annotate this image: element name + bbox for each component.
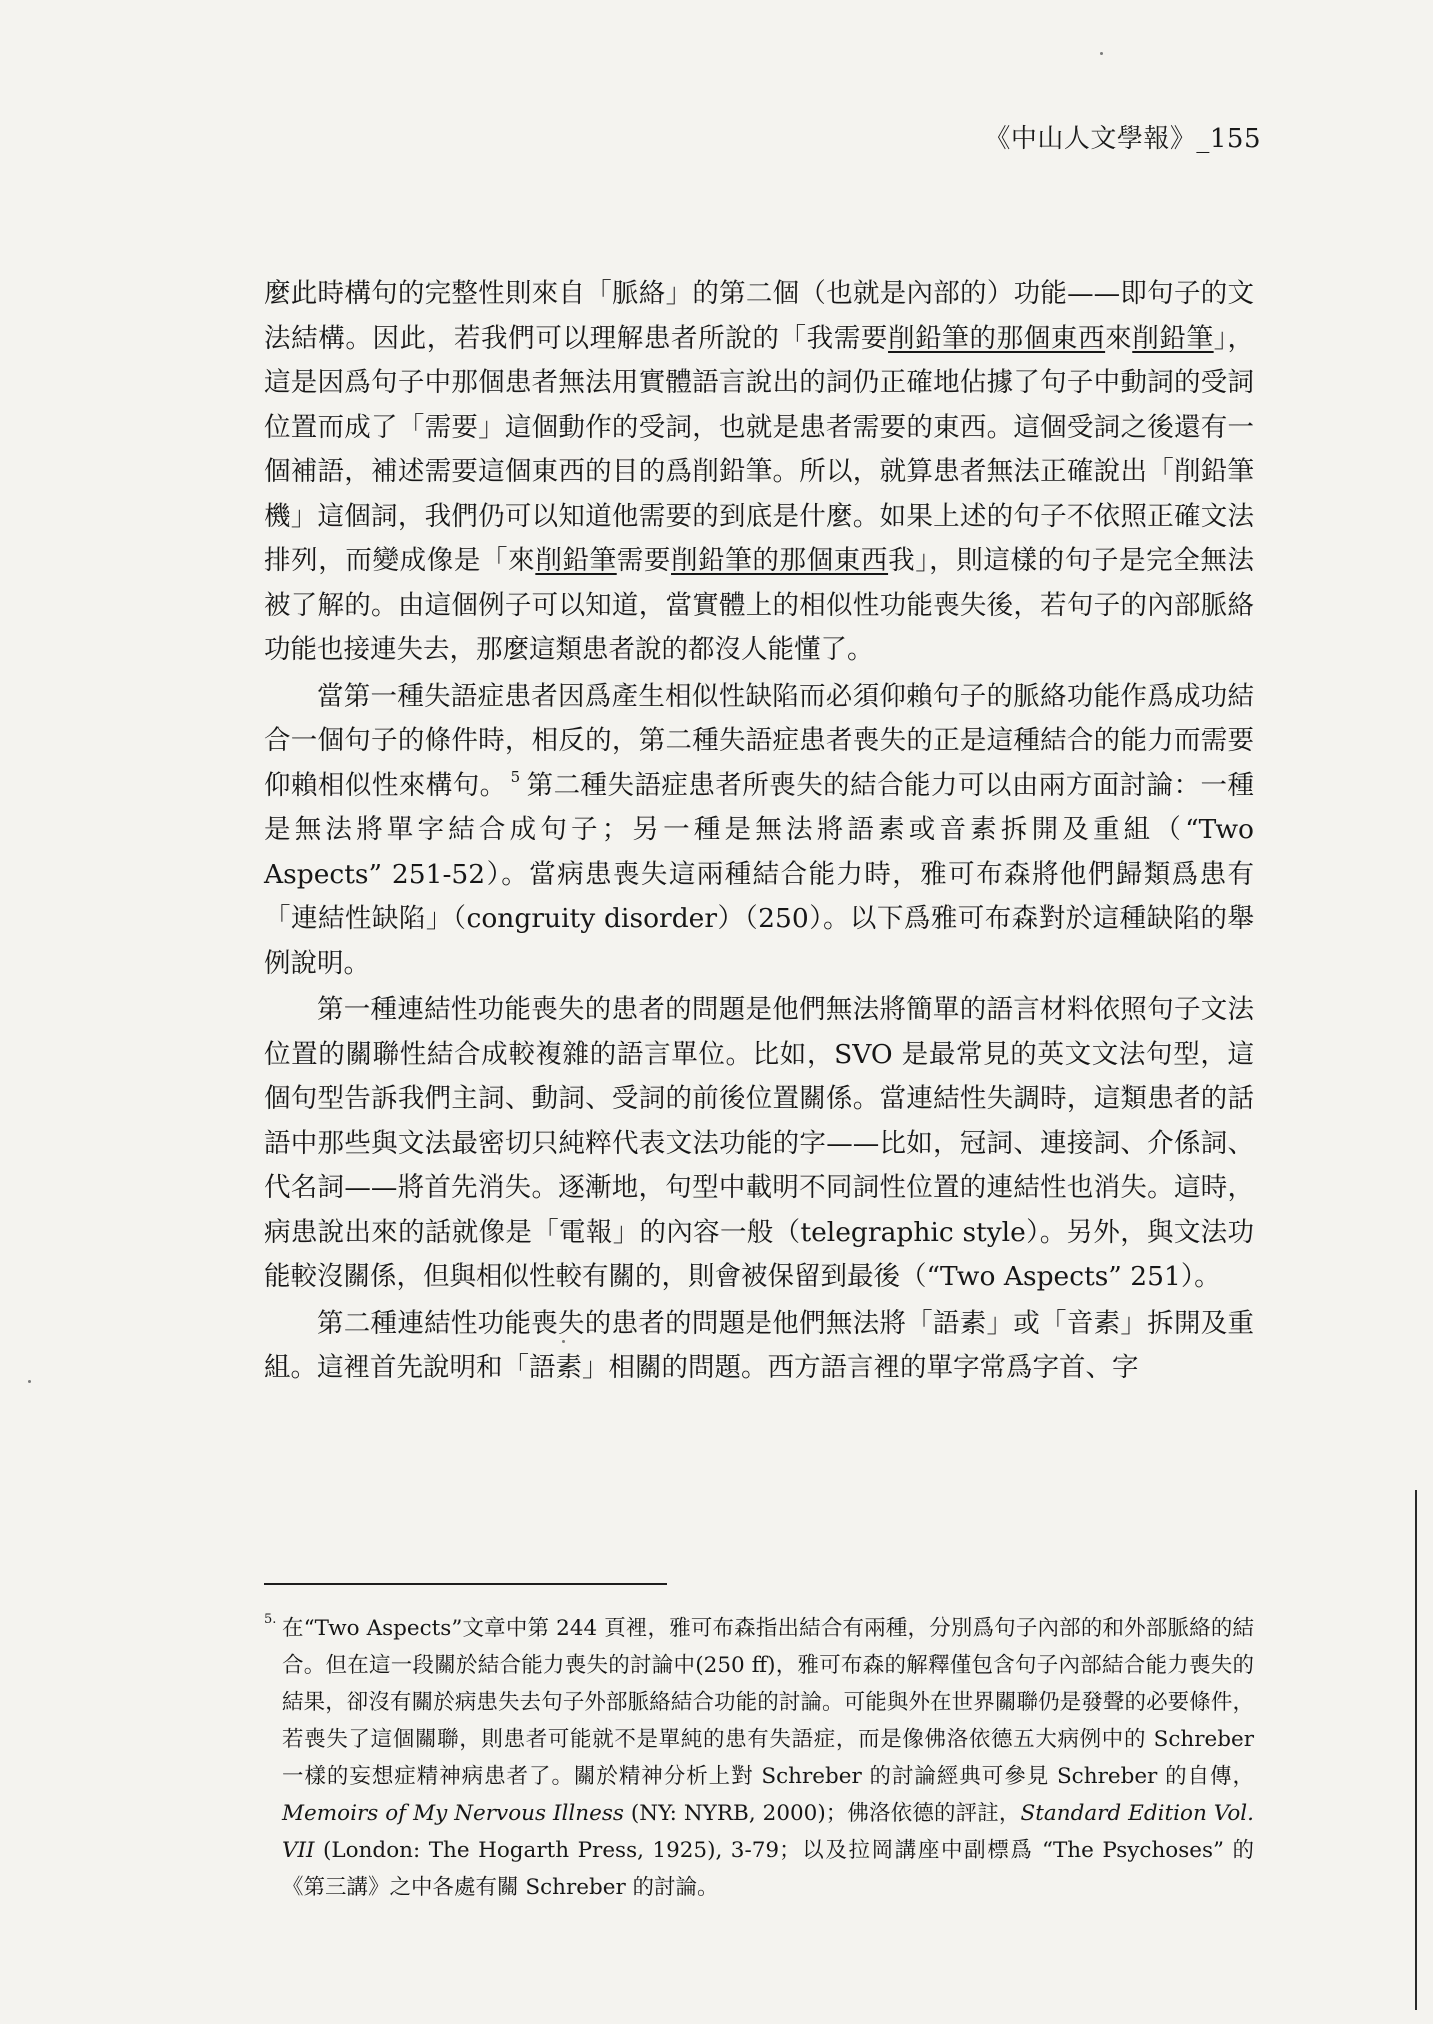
text-run: 當第一種失語症患者因爲產生相似性缺陷而必須仰賴句子的脈絡功能作爲成功結合一個句子的條件時，相反的，第二種失語症患者喪失的正是這種結合的能力而需要仰賴相似性來構句。 — [264, 680, 1254, 801]
scan-speck — [28, 1380, 31, 1383]
text-run: 來 — [1105, 322, 1133, 354]
text-run: 需要 — [616, 545, 671, 576]
text-run: (London: The Hogarth Press, 1925), 3-79；以及拉岡講座中副標爲 “The Psychoses” 的《第三講》之中各處有關 Schreber 的討論。 — [282, 1838, 1254, 1900]
text-run: 我」，則這樣的句子是完全無法被了解的。由這個例子可以知道，當實體上的相似性功能喪失後，若句子的內部脈絡功能也接連失去，那麼這類患者說的都沒人能懂了。 — [264, 545, 1255, 665]
paragraph-2 — [264, 675, 1254, 987]
underlined-phrase: 削鉛筆 — [535, 545, 617, 576]
text-run: (NY: NYRB, 2000)；佛洛依德的評註， — [623, 1801, 1021, 1826]
text-run: 第二種失語症患者所喪失的結合能力可以由兩方面討論：一種是無法將單字結合成句子；另一種是無法將語素或音素拆開及重組（“Two Aspects” 251-52）。當病患喪失這兩種結合能力時，雅可布森將他們歸類爲患有「連結性缺陷」（congruity disorder）（250）。以下爲雅可布森對於這種缺陷的舉例說明。 — [264, 769, 1255, 979]
footnote-divider — [264, 1583, 667, 1585]
scan-speck — [1100, 52, 1103, 55]
text-run: 在“Two Aspects”文章中第 244 頁裡，雅可布森指出結合有兩種，分別爲句子內部的和外部脈絡的結合。但在這一段關於結合能力喪失的討論中(250 ff)，雅可布森的解釋僅包含句子內部結合能力喪失的結果，卻沒有關於病患失去句子外部脈絡結合功能的討論。可能與外在世界關聯仍是發聲的必要條件，若喪失了這個關聯，則患者可能就不是單純的患有失語症，而是像佛洛依德五大病例中的 Schreber 一樣的妄想症精神病患者了。關於精神分析上對 Schreber 的討論經典可參見 Schreber 的自傳， — [282, 1616, 1254, 1789]
footnote-5 — [264, 1610, 1254, 1906]
underlined-phrase: 削鉛筆 — [1132, 322, 1214, 354]
underlined-phrase: 削鉛筆的那個東西 — [888, 322, 1106, 354]
running-header: 《中山人文學報》_155 — [984, 124, 1261, 154]
scan-edge-line — [1415, 1490, 1417, 2010]
footnote-body — [282, 1610, 1254, 1906]
paragraph-3: 第一種連結性功能喪失的患者的問題是他們無法將簡單的語言材料依照句子文法位置的關聯性結合成較複雜的語言單位。比如，SVO 是最常見的英文文法句型，這個句型告訴我們主詞、動詞、受詞的前後位置關係。當連結性失調時，這類患者的話語中那些與文法最密切只純粹代表文法功能的字——比如，冠詞、連接詞、介係詞、代名詞——將首先消失。逐漸地，句型中載明不同詞性位置的連結性也消失。這時，病患說出來的話就像是「電報」的內容一般（telegraphic style）。另外，與文法功能較沒關係，但與相似性較有關的，則會被保留到最後（“Two Aspects” 251）。 — [264, 994, 1254, 1292]
footnote-reference[interactable]: 5 — [510, 767, 521, 786]
text-run: 麼此時構句的完整性則來自「脈絡」的第二個（也就是內部的）功能——即句子的文法結構。因此，若我們可以理解患者所說的「我需要 — [264, 278, 1254, 354]
underlined-phrase: 削鉛筆的那個東西 — [671, 545, 889, 576]
book-title: Memoirs of My Nervous Illness — [282, 1801, 624, 1826]
text-run: 」，這是因爲句子中那個患者無法用實體語言說出的詞仍正確地佔據了句子中動詞的受詞位置而成了「需要」這個動作的受詞，也就是患者需要的東西。這個受詞之後還有一個補語，補述需要這個東西的目的爲削鉛筆。所以，就算患者無法正確說出「削鉛筆機」這個詞，我們仍可以知道他需要的到底是什麼。如果上述的句子不依照正確文法排列，而變成像是「來 — [264, 322, 1255, 576]
scan-speck — [562, 1340, 565, 1343]
main-text — [264, 272, 1254, 1391]
footnote-number: 5. — [264, 1612, 277, 1627]
paragraph-1 — [264, 272, 1254, 673]
book-title: Standard Edition Vol. VII — [282, 1801, 1254, 1863]
paragraph-4: 第二種連結性功能喪失的患者的問題是他們無法將「語素」或「音素」拆開及重組。這裡首先說明和「語素」相關的問題。西方語言裡的單字常爲字首、字 — [264, 1307, 1254, 1383]
